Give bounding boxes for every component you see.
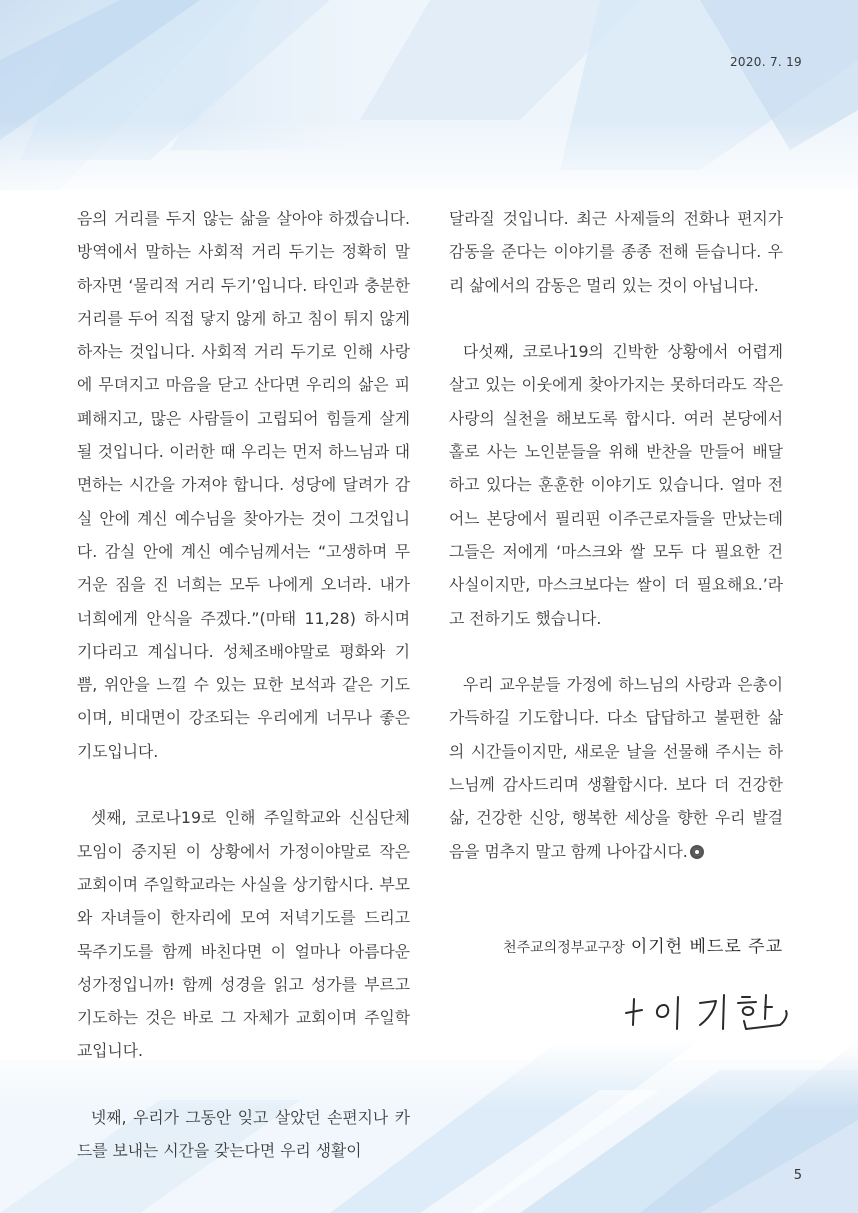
end-mark-icon <box>690 845 704 859</box>
page-number: 5 <box>793 1168 802 1183</box>
signer-name: 이기헌 베드로 주교 <box>630 937 783 957</box>
issue-date: 2020. 7. 19 <box>729 55 802 69</box>
left-text-column <box>77 202 410 1168</box>
paragraph: 다섯째, 코로나19의 긴박한 상황에서 어렵게 살고 있는 이웃에게 찾아가지는 못하더라도 작은 사랑의 실천을 해보도록 합시다. 여러 본당에서 홀로 사는 노인분들을 위해 반찬을 만들어 배달하고 있다는 훈훈한 이야기도 있습니다. 얼마 전 어느 본당에서 필리핀 이주근로자들을 만났는데 그들은 저에게 ‘마스크와 쌀 모두 다 필요한 건 사실이지만, 마스크보다는 쌀이 더 필요해요.’라고 전하기도 했습니다. <box>449 342 783 628</box>
paragraph: 달라질 것입니다. 최근 사제들의 전화나 편지가 감동을 준다는 이야기를 종종 전해 듣습니다. 우리 삶에서의 감동은 멀리 있는 것이 아닙니다. <box>449 209 783 295</box>
paragraph: 음의 거리를 두지 않는 삶을 살아야 하겠습니다. 방역에서 말하는 사회적 거리 두기는 정확히 말하자면 ‘물리적 거리 두기’입니다. 타인과 충분한 거리를 두어 직접 닿지 않게 하고 침이 튀지 않게 하자는 것입니다. 사회적 거리 두기로 인해 사랑에 무뎌지고 마음을 닫고 산다면 우리의 삶은 피폐해지고, 많은 사람들이 고립되어 힘들게 살게 될 것입니다. 이러한 때 우리는 먼저 하느님과 대면하는 시간을 가져야 합니다. 성당에 달려가 감실 안에 계신 예수님을 찾아가는 것이 그것입니다. 감실 안에 계신 예수님께서는 “고생하며 무거운 짐을 진 너희는 모두 나에게 오너라. 내가 너희에게 안식을 주겠다.”(마태 11,28) 하시며 기다리고 계십니다. 성체조배야말로 평화와 기쁨, 위안을 느낄 수 있는 묘한 보석과 같은 기도이며, 비대면이 강조되는 우리에게 너무나 좋은 기도입니다. <box>77 209 410 761</box>
paragraph-text: 우리 교우분들 가정에 하느님의 사랑과 은총이 가득하길 기도합니다. 다소 답답하고 불편한 삶의 시간들이지만, 새로운 날을 선물해 주시는 하느님께 감사드리며 생활합시다. 보다 더 건강한 삶, 건강한 신앙, 행복한 세상을 향한 우리 발걸음을 멈추지 말고 함께 나아갑시다. <box>449 675 783 861</box>
right-text-column <box>449 202 783 868</box>
signer-title: 천주교의정부교구장 <box>503 940 625 956</box>
handwritten-signature <box>620 985 790 1035</box>
paragraph <box>449 668 783 868</box>
paragraph: 셋째, 코로나19로 인해 주일학교와 신심단체 모임이 중지된 이 상황에서 가정이야말로 작은 교회이며 주일학교라는 사실을 상기합시다. 부모와 자녀들이 한자리에 모여 저녁기도를 드리고 묵주기도를 함께 바친다면 이 얼마나 아름다운 성가정입니까! 함께 성경을 읽고 성가를 부르고 기도하는 것은 바로 그 자체가 교회이며 주일학교입니다. <box>77 808 410 1061</box>
signer-line <box>503 932 783 957</box>
paragraph: 넷째, 우리가 그동안 잊고 살았던 손편지나 카드를 보내는 시간을 갖는다면 우리 생활이 <box>77 1108 410 1161</box>
